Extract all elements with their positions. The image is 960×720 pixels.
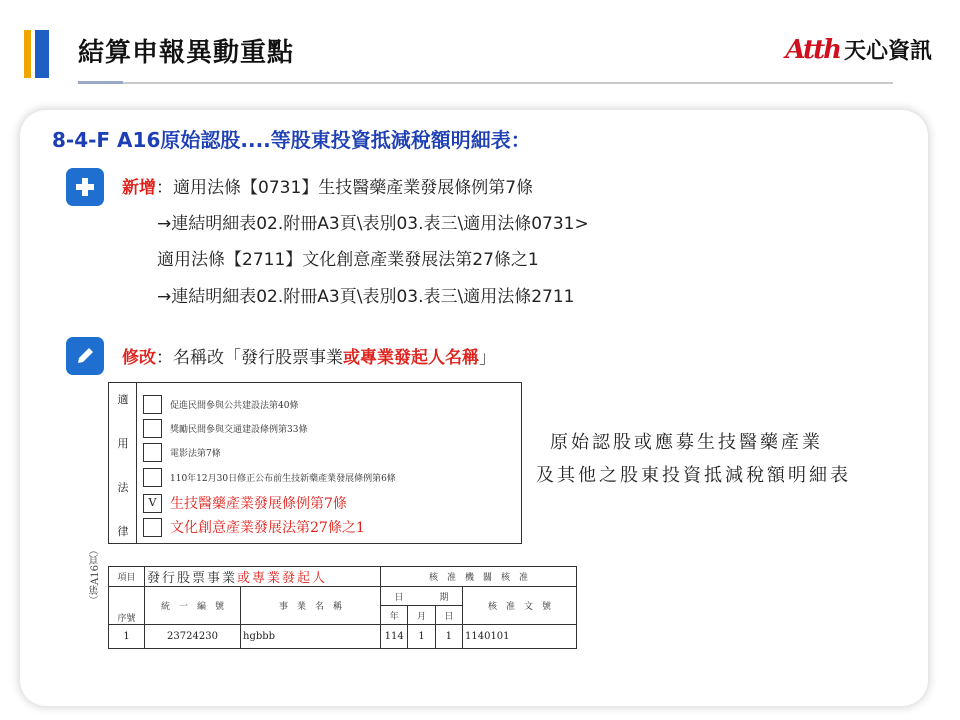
form-description-line-1: 原始認股或應募生技醫藥產業 — [550, 432, 823, 453]
header-day: 日 — [435, 606, 462, 625]
added-line-3: 適用法條【2711】文化創意產業發展法第27條之1 — [157, 250, 539, 270]
law-option-text: 生技醫藥產業發展條例第7條 — [170, 496, 347, 512]
modified-line — [122, 343, 496, 368]
law-option — [143, 468, 396, 487]
header-name: 事 業 名 稱 — [241, 587, 381, 625]
page-side-note: （第A16頁） — [90, 545, 101, 605]
modified-suffix: 」 — [479, 348, 496, 368]
modified-label: 修改 — [122, 348, 156, 368]
table-row — [109, 625, 577, 649]
title-accent-blue — [35, 30, 49, 78]
law-option-text: 促進民間參與公共建設法第40條 — [170, 401, 299, 411]
header-doc: 核 准 文 號 — [463, 587, 577, 625]
law-checkbox[interactable] — [143, 443, 162, 462]
title-divider — [78, 82, 893, 84]
brand-logo — [785, 34, 932, 65]
law-option-text: 文化創意產業發展法第27條之1 — [170, 520, 365, 536]
law-option-text: 獎勵民間參與交通建設條例第33條 — [170, 425, 308, 435]
plus-icon — [66, 168, 104, 206]
law-option — [143, 419, 307, 438]
law-checkbox[interactable] — [143, 518, 162, 537]
brand-name: 天心資訊 — [843, 39, 932, 64]
header-seq: 序號 — [109, 587, 145, 625]
title-divider-accent — [78, 81, 123, 84]
vertical-char-2: 用 — [117, 437, 129, 450]
form-description-line-2: 及其他之股東投資抵減稅額明細表 — [536, 465, 851, 486]
header-uid: 統 一 編 號 — [145, 587, 241, 625]
law-checkbox[interactable] — [143, 395, 162, 414]
header-item: 項目 — [109, 567, 145, 587]
added-line-1 — [122, 173, 533, 198]
cell-day[interactable]: 1 — [435, 625, 462, 649]
header-year: 年 — [381, 606, 408, 625]
cell-doc[interactable]: 1140101 — [463, 625, 577, 649]
modified-highlight: 或專業發起人名稱 — [343, 348, 479, 368]
law-option — [143, 517, 365, 537]
law-checkbox[interactable] — [143, 468, 162, 487]
title-accent-orange — [24, 30, 31, 78]
cell-month[interactable]: 1 — [408, 625, 435, 649]
header-month: 月 — [408, 606, 435, 625]
brand-mark: Atth — [785, 34, 840, 65]
cell-name[interactable]: hgbbb — [241, 625, 381, 649]
vertical-char-3: 法 — [117, 481, 129, 494]
cell-year[interactable]: 114 — [381, 625, 408, 649]
applicable-law-form — [108, 382, 522, 544]
header-approval: 核 准 機 關 核 准 — [381, 567, 577, 587]
header-company-red: 或專業發起人 — [237, 571, 328, 586]
header-company — [145, 567, 381, 587]
cell-seq: 1 — [109, 625, 145, 649]
cell-uid[interactable]: 23724230 — [145, 625, 241, 649]
law-option — [143, 395, 298, 414]
added-label: 新增 — [122, 178, 156, 198]
added-line-4: →連結明細表02.附冊A3頁\表別03.表三\適用法條2711 — [157, 287, 575, 307]
law-option-checked — [143, 493, 347, 513]
pencil-icon — [66, 337, 104, 375]
vertical-char-4: 律 — [117, 525, 129, 538]
law-checkbox[interactable] — [143, 419, 162, 438]
header-company-black: 發行股票事業 — [147, 571, 238, 586]
added-line-2: →連結明細表02.附冊A3頁\表別03.表三\適用法條0731> — [157, 214, 589, 234]
added-text-1: 適用法條【0731】生技醫藥產業發展條例第7條 — [173, 178, 534, 198]
slide-title: 結算申報異動重點 — [78, 38, 295, 68]
law-option-text: 電影法第7條 — [170, 449, 221, 459]
detail-table — [108, 566, 577, 649]
added-colon: ： — [156, 178, 173, 198]
form-vertical-label — [109, 383, 137, 543]
vertical-char-1: 適 — [117, 393, 129, 406]
modified-prefix: ：名稱改「發行股票事業 — [156, 348, 343, 368]
law-option — [143, 443, 221, 462]
header-date: 日 期 — [381, 587, 463, 606]
law-checkbox-checked[interactable]: V — [143, 494, 162, 513]
law-option-text: 110年12月30日修正公布前生技新藥產業發展條例第6條 — [170, 474, 396, 484]
section-heading: 8-4-F A16原始認股....等股東投資抵減稅額明細表： — [52, 128, 531, 152]
